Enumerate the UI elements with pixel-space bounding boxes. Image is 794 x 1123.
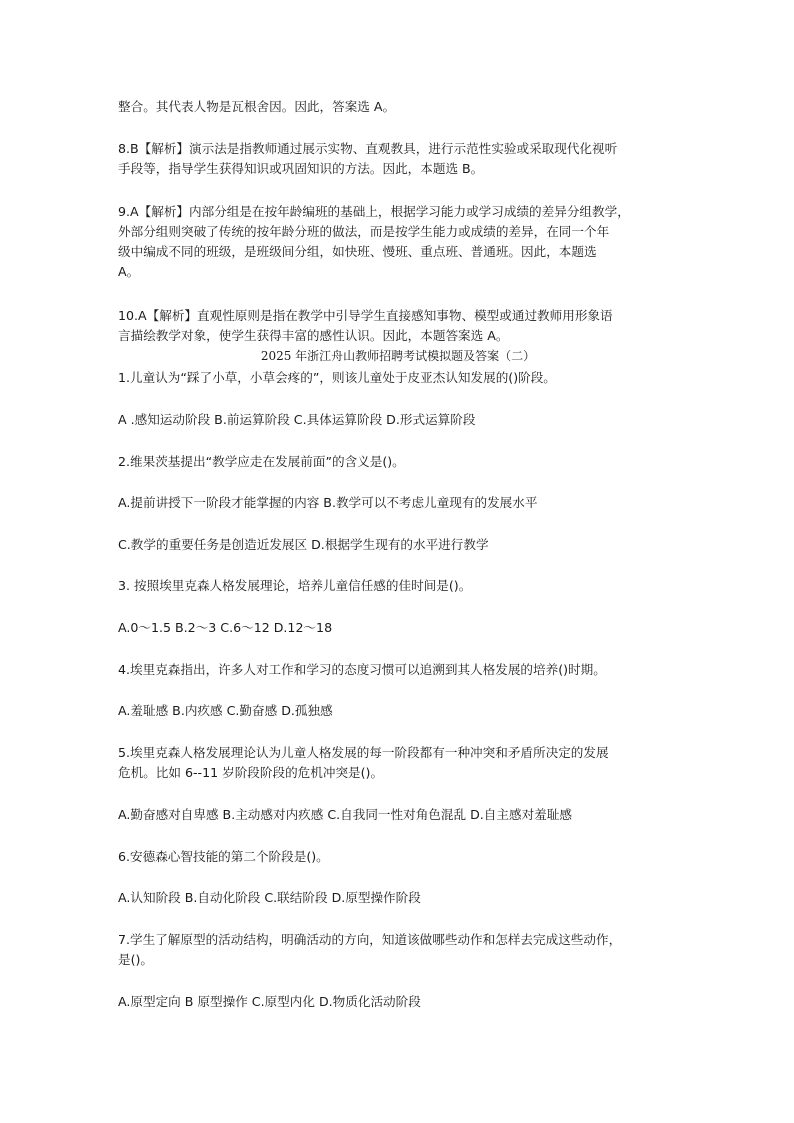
text-line: A.认知阶段 B.自动化阶段 C.联结阶段 D.原型操作阶段 [118, 890, 421, 905]
question-2-options [118, 493, 678, 513]
intro-paragraph [118, 97, 678, 117]
text-line: 危机。比如 6--11 岁阶段阶段的危机冲突是()。 [118, 765, 384, 780]
question-7-options [118, 992, 678, 1012]
question-1-options [118, 410, 678, 430]
text-line: 整合。其代表人物是瓦根舍因。因此，答案选 A。 [118, 99, 396, 114]
text-line: 6.安德森心智技能的第二个阶段是()。 [118, 849, 329, 864]
text-line: C.教学的重要任务是创造近发展区 D.根据学生现有的水平进行教学 [118, 537, 489, 552]
text-line: 1.儿童认为“踩了小草，小草会疼的”，则该儿童处于皮亚杰认知发展的()阶段。 [118, 370, 556, 385]
text-line: 级中编成不同的班级，是班级间分组，如快班、慢班、重点班、普通班。因此，本题选 [118, 244, 597, 259]
text-line: A.勤奋感对自卑感 B.主动感对内疚感 C.自我同一性对角色混乱 D.自主感对羞耻感 [118, 807, 572, 822]
text-line: 是()。 [118, 952, 154, 967]
answer-9-paragraph [118, 202, 678, 282]
text-line: 2.维果茨基提出“教学应走在发展前面”的含义是()。 [118, 454, 405, 469]
text-line: A。 [118, 264, 140, 279]
question-5-stem [118, 743, 678, 783]
question-3-stem [118, 576, 678, 596]
section-title: 2025 年浙江舟山教师招聘考试模拟题及答案（二） [260, 349, 536, 363]
text-line: 8.B【解析】演示法是指教师通过展示实物、直观教具，进行示范性实验或采取现代化视听 [118, 141, 618, 156]
text-line: 外部分组则突破了传统的按年龄分班的做法，而是按学生能力或成绩的差异，在同一个年 [118, 224, 610, 239]
text-line: 7.学生了解原型的活动结构，明确活动的方向，知道该做哪些动作和怎样去完成这些动作， [118, 932, 622, 947]
question-5-options [118, 805, 678, 825]
text-line: A.0～1.5 B.2～3 C.6～12 D.12～18 [118, 620, 333, 635]
question-2-stem [118, 452, 678, 472]
text-line: A.羞耻感 B.内疚感 C.勤奋感 D.孤独感 [118, 703, 333, 718]
question-2-options-continued [118, 535, 678, 555]
text-line: 手段等，指导学生获得知识或巩固知识的方法。因此，本题选 B。 [118, 161, 484, 176]
question-1-stem [118, 368, 678, 388]
text-line: 10.A【解析】直观性原则是指在教学中引导学生直接感知事物、模型或通过教师用形象语 [118, 308, 613, 323]
question-6-options [118, 888, 678, 908]
question-7-stem [118, 930, 678, 970]
text-line: 9.A【解析】内部分组是在按年龄编班的基础上，根据学习能力或学习成绩的差异分组教学， [118, 204, 630, 219]
question-3-options [118, 618, 678, 638]
question-4-options [118, 701, 678, 721]
text-line: 3. 按照埃里克森人格发展理论，培养儿童信任感的佳时间是()。 [118, 578, 472, 593]
answer-8-paragraph [118, 139, 678, 179]
text-line: 5.埃里克森人格发展理论认为儿童人格发展的每一阶段都有一种冲突和矛盾所决定的发展 [118, 745, 609, 760]
text-line: 4.埃里克森指出，许多人对工作和学习的态度习惯可以追溯到其人格发展的培养()时期。 [118, 662, 606, 677]
text-line: A.原型定向 B 原型操作 C.原型内化 D.物质化活动阶段 [118, 994, 421, 1009]
text-line: A .感知运动阶段 B.前运算阶段 C.具体运算阶段 D.形式运算阶段 [118, 412, 476, 427]
question-6-stem [118, 847, 678, 867]
text-line: A.提前讲授下一阶段才能掌握的内容 B.教学可以不考虑儿童现有的发展水平 [118, 495, 538, 510]
text-line: 言描绘教学对象，使学生获得丰富的感性认识。因此，本题答案选 A。 [118, 328, 509, 343]
question-4-stem [118, 660, 678, 680]
answer-10-paragraph [118, 306, 678, 346]
